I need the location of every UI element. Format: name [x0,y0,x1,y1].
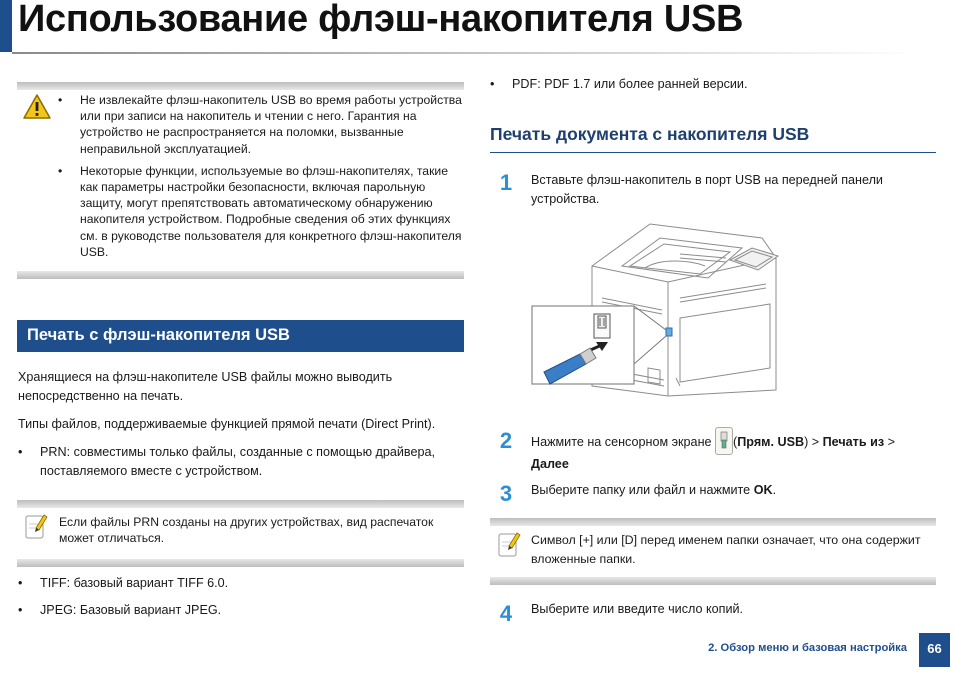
section-heading-print-document: Печать документа с накопителя USB [490,124,810,144]
bullet-jpeg [18,601,464,620]
step-4-number: 4 [499,601,513,626]
right-note-top-band [490,518,936,526]
title-divider [12,52,917,54]
left-para-2: Типы файлов, поддерживаемые функцией прямой печати (Direct Print). [18,417,436,431]
bullet-tiff [18,574,464,593]
note-top-band [17,500,464,508]
title-accent-bar [0,0,12,52]
warning-item-2: • Некоторые функции, используемые во флэш-накопителях, такие как параметры настройки безопасности, включая парольную защиту, могут препятствовать автоматическому обнаружению накопителя устройством. Подробные сведения об этих функциях см. в руководстве пользователя для конкретного флэш-накопителя USB. [58,163,463,260]
step-2-number: 2 [499,428,513,453]
bullet-prn-text: • PRN: совместимы только файлы, созданные с помощью драйвера, поставляемого вместе с устройством. [18,443,464,481]
step-3-bold-ok: OK [753,483,773,497]
step-2-bold-next: Далее [531,457,569,471]
step-3-pre: Выберите папку или файл и нажмите [531,483,754,497]
note-prn-text: Если файлы PRN созданы на других устройствах, вид распечаток может отличаться. [59,515,434,546]
step-3-post: . [772,483,777,497]
step-2-open-paren: ( [733,435,738,449]
note-pencil-icon [497,530,521,563]
step-1-text: Вставьте флэш-накопитель в порт USB на передней панели устройства. [531,173,883,206]
bullet-jpeg-text: • JPEG: Базовый вариант JPEG. [18,601,464,620]
step-3-text [531,481,936,500]
step-2-bold-direct-usb: Прям. USB [737,435,805,449]
step-2-bold-print-from: Печать из [822,435,885,449]
step-2-mid: ) > [804,435,823,449]
warning-item-1: • Не извлекайте флэш-накопитель USB во время работы устройства или при записи на накопитель и чтении с него. Гарантия на устройство не распространяется на поломки, вызванные неправильной эксплуатацией. [58,92,463,157]
heading-divider [490,152,936,153]
bullet-prn [18,443,464,481]
note-pencil-icon [24,512,48,545]
section-heading-usb-print: Печать с флэш-накопителя USB [17,320,464,352]
step-2-pre: Нажмите на сенсорном экране [531,435,716,449]
usb-direct-icon [715,427,733,455]
footer-chapter: 2. Обзор меню и базовая настройка [708,642,907,654]
step-4-text: Выберите или введите число копий. [531,602,744,616]
step-2-post: > [884,435,895,449]
step-1-number: 1 [499,170,513,195]
warning-icon [22,93,52,126]
bullet-pdf [490,75,936,94]
warning-text [58,92,463,260]
printer-usb-illustration [530,218,790,405]
left-para-1: Хранящиеся на флэш-накопителе USB файлы можно выводить непосредственно на печать. [18,370,393,403]
right-note-text: Символ [+] или [D] перед именем папки означает, что она содержит вложенные папки. [531,533,921,566]
bullet-pdf-text: • PDF: PDF 1.7 или более ранней версии. [490,75,936,94]
bullet-tiff-text: • TIFF: базовый вариант TIFF 6.0. [18,574,464,593]
page-number: 66 [919,633,950,667]
step-2-text [531,427,936,474]
right-note-bottom-band [490,577,936,585]
step-3-number: 3 [499,481,513,506]
page-title: Использование флэш-накопителя USB [18,0,744,40]
warning-top-band [17,82,464,90]
note-bottom-band [17,559,464,567]
warning-bottom-band [17,271,464,279]
